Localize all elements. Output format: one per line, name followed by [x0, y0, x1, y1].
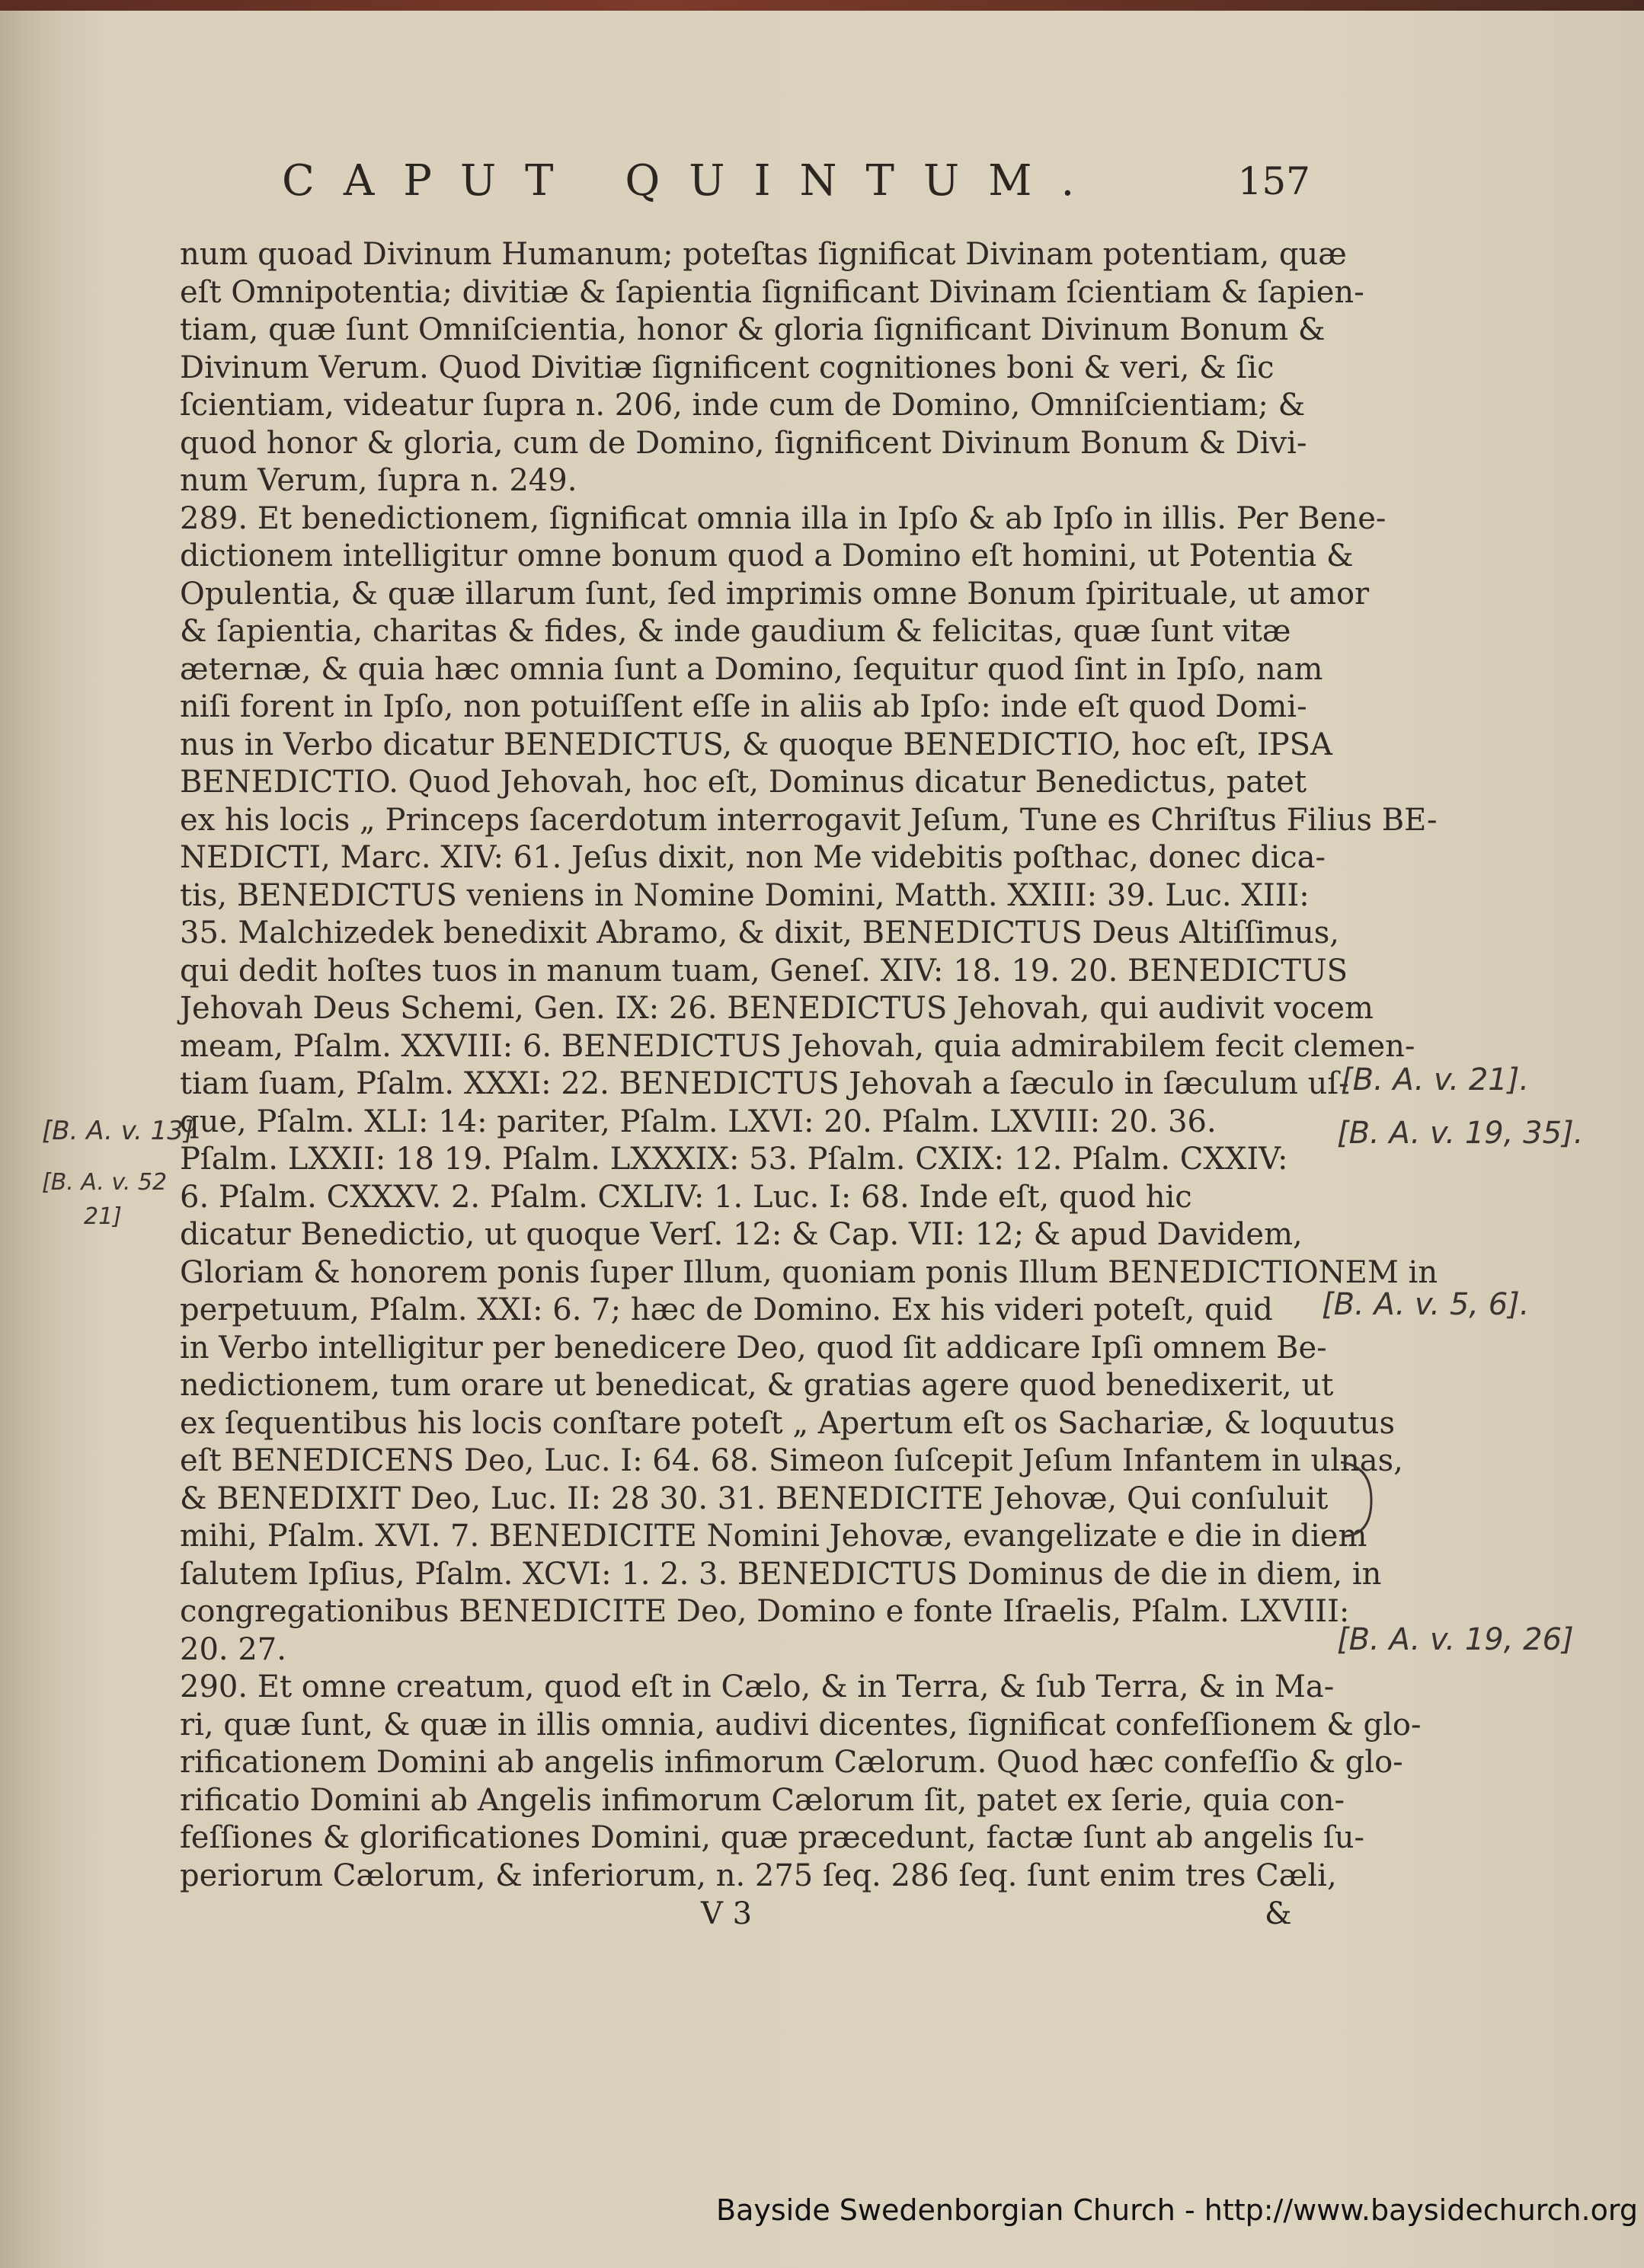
- text-line: ex his locis „ Princeps ſacerdotum interrogavit Jeſum, Tune es Chriſtus Filius BE-: [180, 802, 1438, 838]
- text-line: feſſiones & glorificationes Domini, quæ præcedunt, factæ ſunt ab angelis ſu-: [180, 1820, 1364, 1855]
- margin-note: [B. A. v. 19, 35].: [1337, 1116, 1584, 1151]
- paragraph-289-start: 289. Et benedictionem, ſignificat omnia illa in Ipſo & ab Ipſo in illis. Per Bene-: [180, 500, 1387, 536]
- text-line: in Verbo intelligitur per benedicere Deo, quod ſit addicare Ipſi omnem Be-: [180, 1330, 1327, 1366]
- text-line: & BENEDIXIT Deo, Luc. II: 28 30. 31. BENEDICITE Jehovæ, Qui conſuluit: [180, 1481, 1329, 1516]
- text-line: mihi, Pſalm. XVI. 7. BENEDICITE Nomini Jehovæ, evangelizate e die in diem: [180, 1519, 1367, 1554]
- text-line: ſcientiam, videatur ſupra n. 206, inde cum de Domino, Omniſcientiam; &: [180, 388, 1306, 423]
- text-line: dicatur Benedictio, ut quoque Verſ. 12: & Cap. VII: 12; & apud Davidem,: [180, 1217, 1303, 1252]
- text-line: nedictionem, tum orare ut benedicat, & gratias agere quod benedixerit, ut: [180, 1368, 1334, 1403]
- watermark: Bayside Swedenborgian Church - http://www.baysidechurch.org: [716, 2193, 1638, 2227]
- text-line: 35. Malchizedek benedixit Abramo, & dixit, BENEDICTUS Deus Altiſſimus,: [180, 915, 1339, 950]
- margin-note: [B. A. v. 19, 26]: [1337, 1622, 1574, 1657]
- text-line: num quoad Divinum Humanum; poteſtas ſignificat Divinam potentiam, quæ: [180, 237, 1347, 272]
- text-line: æternæ, & quia hæc omnia ſunt a Domino, ſequitur quod ſint in Ipſo, nam: [180, 651, 1323, 687]
- text-line: que, Pſalm. XLI: 14: pariter, Pſalm. LXVI: 20. Pſalm. LXVIII: 20. 36.: [180, 1104, 1217, 1139]
- text-line: Opulentia, & quæ illarum ſunt, ſed imprimis omne Bonum ſpirituale, ut amor: [180, 576, 1370, 612]
- text-line: NEDICTI, Marc. XIV: 61. Jeſus dixit, non Me videbitis poſthac, donec dica-: [180, 840, 1326, 875]
- text-line: eſt BENEDICENS Deo, Luc. I: 64. 68. Simeon ſuſcepit Jeſum Infantem in ulnas,: [180, 1443, 1403, 1478]
- margin-note: 21]: [84, 1203, 122, 1230]
- text-line: Jehovah Deus Schemi, Gen. IX: 26. BENEDICTUS Jehovah, qui audivit vocem: [180, 991, 1374, 1026]
- text-line: rificatio Domini ab Angelis infimorum Cælorum ſit, patet ex ſerie, quia con-: [180, 1782, 1345, 1818]
- catchword: &: [1265, 1896, 1292, 1931]
- text-line: tiam, quæ ſunt Omniſcientia, honor & gloria ſignificant Divinum Bonum &: [180, 312, 1326, 347]
- signature-mark: V 3: [701, 1896, 753, 1931]
- text-line: num Verum, ſupra n. 249.: [180, 463, 577, 498]
- text-line: ſalutem Ipſius, Pſalm. XCVI: 1. 2. 3. BENEDICTUS Dominus de die in diem, in: [180, 1556, 1382, 1592]
- text-line: ri, quæ ſunt, & quæ in illis omnia, audivi dicentes, ſignificat confeſſionem & glo-: [180, 1707, 1422, 1743]
- text-line: dictionem intelligitur omne bonum quod a Domino eſt homini, ut Potentia &: [180, 538, 1354, 573]
- page-header: [282, 156, 1310, 217]
- text-line: perpetuum, Pſalm. XXI: 6. 7; hæc de Domino. Ex his videri poteſt, quid: [180, 1292, 1273, 1327]
- running-title: CAPUT QUINTUM.: [282, 156, 1104, 206]
- margin-note: [B. A. v. 13]: [42, 1116, 194, 1146]
- text-line: Divinum Verum. Quod Divitiæ ſignificent cognitiones boni & veri, & ſic: [180, 350, 1275, 385]
- book-edge: [0, 0, 1644, 11]
- margin-bracket-icon: [1337, 1458, 1383, 1542]
- text-line: rificationem Domini ab angelis infimorum Cælorum. Quod hæc confeſſio & glo-: [180, 1745, 1403, 1780]
- paragraph-290-start: 290. Et omne creatum, quod eſt in Cælo, & in Terra, & ſub Terra, & in Ma-: [180, 1669, 1335, 1704]
- text-line: 20. 27.: [180, 1631, 286, 1667]
- text-line: & ſapientia, charitas & fides, & inde gaudium & felicitas, quæ ſunt vitæ: [180, 614, 1291, 649]
- text-line: 6. Pſalm. CXXXV. 2. Pſalm. CXLIV: 1. Luc. I: 68. Inde eſt, quod hic: [180, 1179, 1192, 1215]
- margin-note: [B. A. v. 52: [42, 1169, 168, 1196]
- margin-note: [B. A. v. 5, 6].: [1322, 1287, 1530, 1322]
- page-number: 157: [1237, 159, 1310, 203]
- text-line: tis, BENEDICTUS veniens in Nomine Domini, Matth. XXIII: 39. Luc. XIII:: [180, 877, 1310, 913]
- text-line: periorum Cælorum, & inferiorum, n. 275 ſeq. 286 ſeq. ſunt enim tres Cæli,: [180, 1858, 1337, 1893]
- text-line: BENEDICTIO. Quod Jehovah, hoc eſt, Dominus dicatur Benedictus, patet: [180, 765, 1307, 800]
- text-line: eſt Omnipotentia; divitiæ & ſapientia ſignificant Divinam ſcientiam & ſapien-: [180, 274, 1364, 310]
- text-line: congregationibus BENEDICITE Deo, Domino e fonte Iſraelis, Pſalm. LXVIII:: [180, 1594, 1350, 1629]
- text-line: Gloriam & honorem ponis ſuper Illum, quoniam ponis Illum BENEDICTIONEM in: [180, 1254, 1438, 1290]
- text-line: ex ſequentibus his locis conſtare poteſt „ Apertum eſt os Sachariæ, & loquutus: [180, 1405, 1395, 1441]
- text-line: Pſalm. LXXII: 18 19. Pſalm. LXXXIX: 53. Pſalm. CXIX: 12. Pſalm. CXXIV:: [180, 1142, 1288, 1177]
- text-line: quod honor & gloria, cum de Domino, ſignificent Divinum Bonum & Divi-: [180, 425, 1307, 461]
- text-line: qui dedit hoſtes tuos in manum tuam, Geneſ. XIV: 18. 19. 20. BENEDICTUS: [180, 953, 1348, 989]
- text-line: niſi forent in Ipſo, non potuiſſent eſſe in aliis ab Ipſo: inde eſt quod Domi-: [180, 689, 1307, 724]
- text-line: meam, Pſalm. XXVIII: 6. BENEDICTUS Jehovah, quia admirabilem fecit clemen-: [180, 1028, 1415, 1064]
- text-line: nus in Verbo dicatur BENEDICTUS, & quoque BENEDICTIO, hoc eſt, IPSA: [180, 727, 1332, 762]
- text-line: tiam ſuam, Pſalm. XXXI: 22. BENEDICTUS Jehovah a ſæculo in ſæculum uſ-: [180, 1066, 1349, 1101]
- margin-note: [B. A. v. 21].: [1341, 1062, 1530, 1097]
